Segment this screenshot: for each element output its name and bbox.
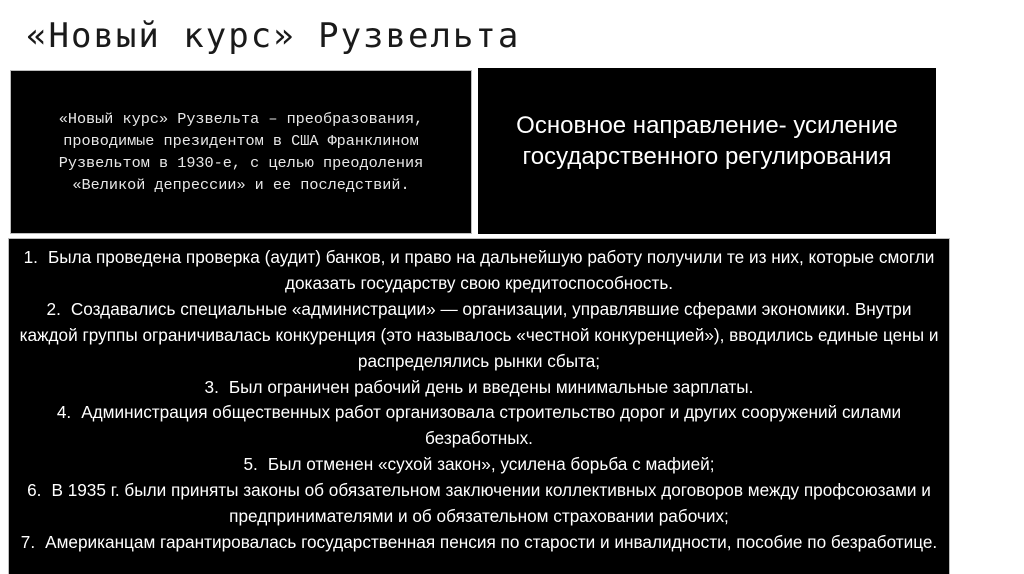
list-item-number: 5. <box>243 454 258 475</box>
list-item-text: Администрация общественных работ организовала строительство дорог и других сооружений силами безработных. <box>81 402 902 449</box>
list-item <box>19 452 939 478</box>
definition-box <box>10 70 472 234</box>
list-item <box>19 245 939 297</box>
list-item-text: Создавались специальные «администрации» — организации, управлявшие сферами экономики. Внутри каждой группы ограничивалась конкуренция (это называлось «честной конкуренцией»), вводились единые цены и распределялись рынки сбыта; <box>19 298 939 371</box>
list-item-number: 7. <box>20 531 36 552</box>
list-item-number: 2. <box>46 298 61 319</box>
definition-text: «Новый курс» Рузвельта – преобразования, проводимые президентом в США Франклином Рузвельтом в 1930-е, с целью преодоления «Великой депрессии» и ее последствий. <box>58 110 424 194</box>
list-item-text: Была проведена проверка (аудит) банков, и право на дальнейшую работу получили те из них, которые смогли доказать государству свою кредитоспособность. <box>47 247 935 293</box>
list-item-text: В 1935 г. были приняты законы об обязательном заключении коллективных договоров между профсоюзами и предпринимателями и об обязательном страховании рабочих; <box>51 480 931 527</box>
list-item <box>19 530 939 556</box>
list-item-number: 3. <box>204 376 219 397</box>
list-item-text: Американцам гарантировалась государственная пенсия по старости и инвалидности, пособие по безработице. <box>45 531 938 552</box>
list-item <box>19 478 939 530</box>
list-item-text: Был отменен «сухой закон», усилена борьба с мафией; <box>267 454 715 475</box>
list-item <box>19 297 939 375</box>
measures-box <box>8 238 950 574</box>
list-item-number: 6. <box>27 480 42 501</box>
list-item <box>19 400 939 452</box>
list-item-number: 1. <box>23 247 38 267</box>
main-direction-box <box>478 68 936 234</box>
measures-list <box>19 245 939 556</box>
list-item-number: 4. <box>56 402 72 423</box>
main-direction-text: Основное направление- усиление государственного регулирования <box>516 112 898 170</box>
list-item <box>19 375 939 401</box>
list-item-text: Был ограничен рабочий день и введены минимальные зарплаты. <box>228 376 754 397</box>
slide-title: «Новый курс» Рузвельта <box>26 16 521 56</box>
